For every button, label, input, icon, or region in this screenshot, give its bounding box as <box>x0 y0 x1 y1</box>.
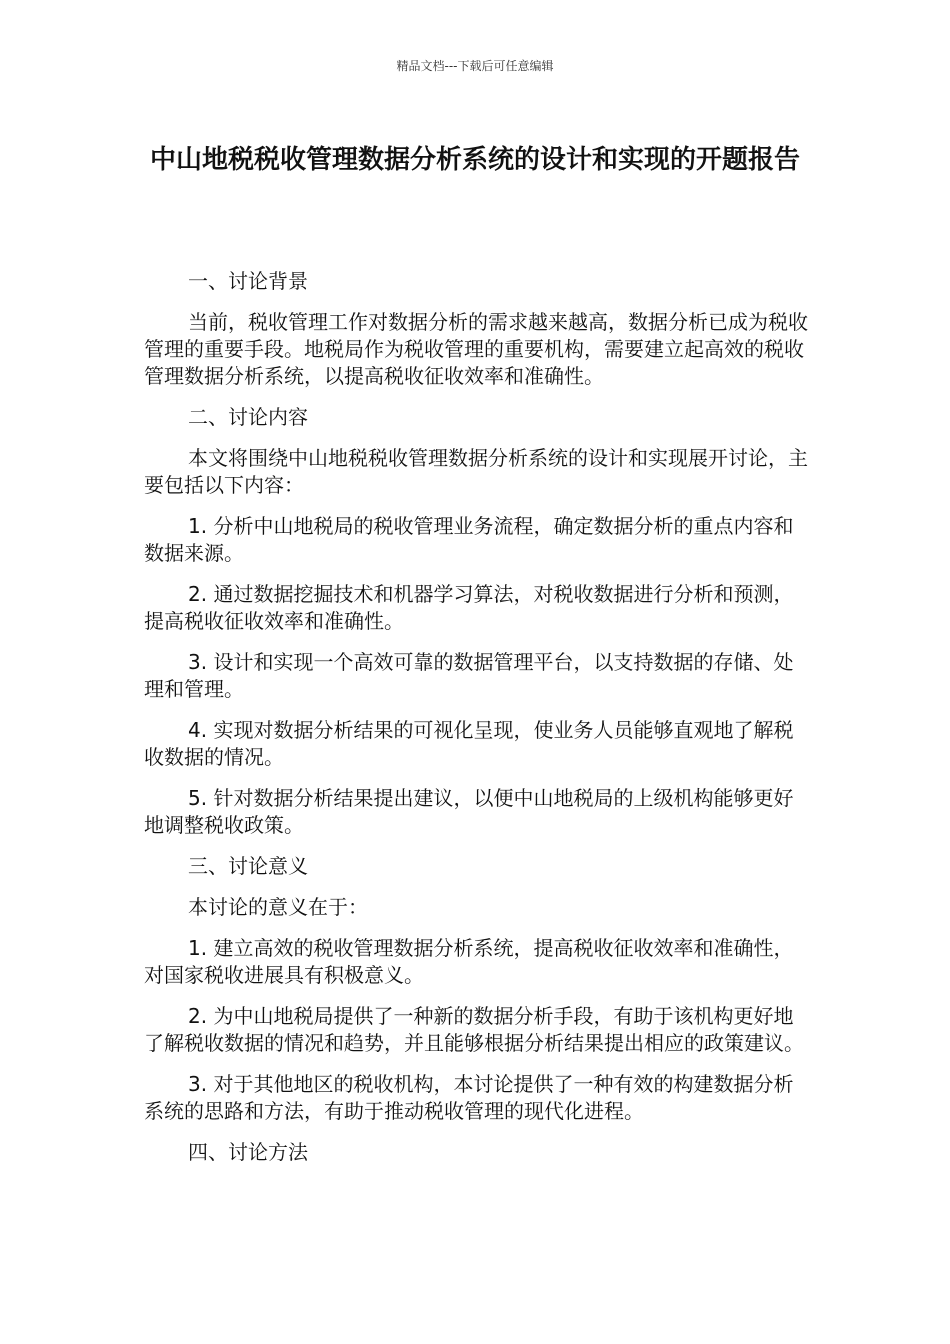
list-item-significance-3: 3. 对于其他地区的税收机构，本讨论提供了一种有效的构建数据分析系统的思路和方法，有助于推动税收管理的现代化进程。 <box>144 1072 794 1123</box>
list-item-content-1: 1. 分析中山地税局的税收管理业务流程，确定数据分析的重点内容和数据来源。 <box>144 514 794 565</box>
document-title: 中山地税税收管理数据分析系统的设计和实现的开题报告 <box>149 145 800 175</box>
section-heading-significance: 三、讨论意义 <box>188 854 308 878</box>
list-item-content-4: 4. 实现对数据分析结果的可视化呈现，使业务人员能够直观地了解税收数据的情况。 <box>144 718 794 769</box>
document-body <box>144 268 809 1180</box>
section-heading-method: 四、讨论方法 <box>188 1140 308 1164</box>
list-item-significance-2: 2. 为中山地税局提供了一种新的数据分析手段，有助于该机构更好地了解税收数据的情况和趋势，并且能够根据分析结果提出相应的政策建议。 <box>144 1004 804 1055</box>
list-item-significance-1: 1. 建立高效的税收管理数据分析系统，提高税收征收效率和准确性，对国家税收进展具有积极意义。 <box>144 936 794 987</box>
header-note: 精品文档---下载后可任意编辑 <box>396 59 554 73</box>
paragraph-background: 当前，税收管理工作对数据分析的需求越来越高，数据分析已成为税收管理的重要手段。地税局作为税收管理的重要机构，需要建立起高效的税收管理数据分析系统，以提高税收征收效率和准确性。 <box>144 310 808 388</box>
list-item-content-5: 5. 针对数据分析结果提出建议，以便中山地税局的上级机构能够更好地调整税收政策。 <box>144 786 794 837</box>
paragraph-content-intro: 本文将围绕中山地税税收管理数据分析系统的设计和实现展开讨论，主要包括以下内容： <box>144 446 808 497</box>
section-heading-content: 二、讨论内容 <box>188 405 308 429</box>
paragraph-significance-intro: 本讨论的意义在于： <box>188 895 368 919</box>
list-item-content-2: 2. 通过数据挖掘技术和机器学习算法，对税收数据进行分析和预测，提高税收征收效率和准确性。 <box>144 582 794 633</box>
section-heading-background: 一、讨论背景 <box>188 269 308 293</box>
list-item-content-3: 3. 设计和实现一个高效可靠的数据管理平台，以支持数据的存储、处理和管理。 <box>144 650 794 701</box>
